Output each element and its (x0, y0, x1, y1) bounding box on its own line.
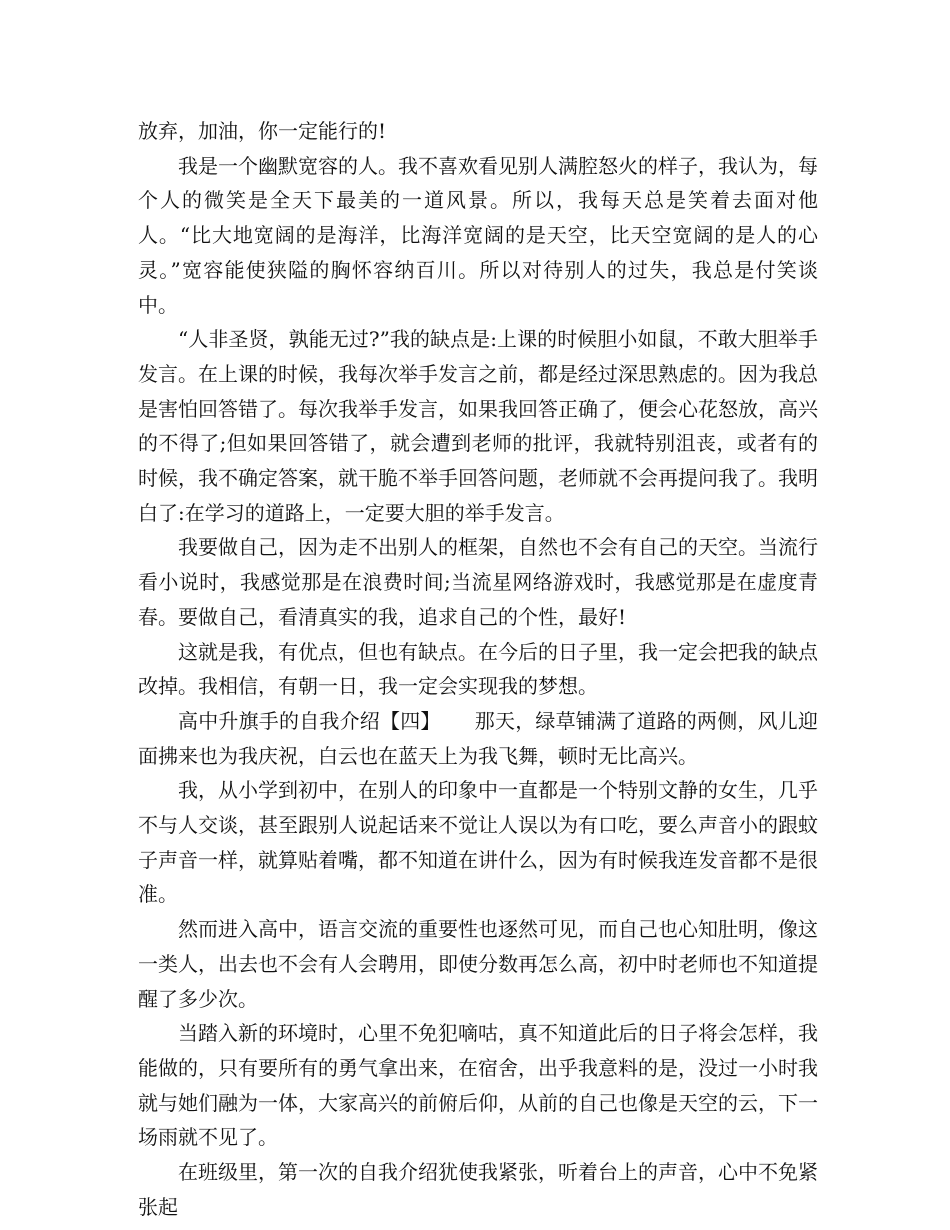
paragraph-new-environment: 当踏入新的环境时，心里不免犯嘀咕，真不知道此后的日子将会怎样，我能做的，只有要所有的勇气拿出来，在宿舍，出乎我意料的是，没过一小时我就与她们融为一体，大家高兴的前俯后仰，从前的自己也像是天空的云，下一场雨就不见了。 (138, 1021, 818, 1150)
paragraph-class-intro: 在班级里，第一次的自我介绍犹使我紧张，听着台上的声音，心中不免紧张起 (138, 1160, 818, 1219)
paragraph-quiet-girl: 我，从小学到初中，在别人的印象中一直都是一个特别文静的女生，几乎不与人交谈，甚至跟别人说起话来不觉让人误以为有口吃，要么声音小的跟蚊子声音一样，就算贴着嘴，都不知道在讲什么，因为有时候我连发音都不是很准。 (138, 778, 818, 907)
paragraph-this-is-me: 这就是我，有优点，但也有缺点。在今后的日子里，我一定会把我的缺点改掉。我相信，有朝一日，我一定会实现我的梦想。 (138, 639, 818, 699)
paragraph-be-myself: 我要做自己，因为走不出别人的框架，自然也不会有自己的天空。当流行看小说时，我感觉那是在浪费时间;当流星网络游戏时，我感觉那是在虚度青春。要做自己，看清真实的我，追求自己的个性，最好! (138, 535, 818, 629)
paragraph-humor-tolerance: 我是一个幽默宽容的人。我不喜欢看见别人满腔怒火的样子，我认为，每个人的微笑是全天下最美的一道风景。所以，我每天总是笑着去面对他人。“比大地宽阔的是海洋，比海洋宽阔的是天空，比天空宽阔的是人的心灵。”宽容能使狭隘的胸怀容纳百川。所以对待别人的过失，我总是付笑谈中。 (138, 153, 818, 317)
section-heading: 高中升旗手的自我介绍【四】 (178, 708, 441, 733)
document-body (138, 114, 818, 1225)
paragraph-continued: 放弃，加油，你一定能行的! (138, 119, 387, 143)
paragraph-high-school: 然而进入高中，语言交流的重要性也逐然可见，而自己也心知肚明，像这一类人，出去也不会有人会聘用，即使分数再怎么高，初中时老师也不知道提醒了多少次。 (138, 917, 818, 1011)
paragraph-section-four (138, 704, 818, 773)
paragraph-shortcoming: “人非圣贤，孰能无过?”我的缺点是:上课的时候胆小如鼠，不敢大胆举手发言。在上课的时候，我每次举手发言之前，都是经过深思熟虑的。因为我总是害怕回答错了。每次我举手发言，如果我回答正确了，便会心花怒放，高兴的不得了;但如果回答错了，就会遭到老师的批评，我就特别沮丧，或者有的时候，我不确定答案，就干脆不举手回答问题，老师就不会再提问我了。我明白了:在学习的道路上，一定要大胆的举手发言。 (138, 327, 818, 525)
section-opening-text: 那天，绿草铺满了道路的两侧，风儿迎面拂来也为我庆祝，白云也在蓝天上为我飞舞，顿时无比高兴。 (138, 708, 819, 768)
